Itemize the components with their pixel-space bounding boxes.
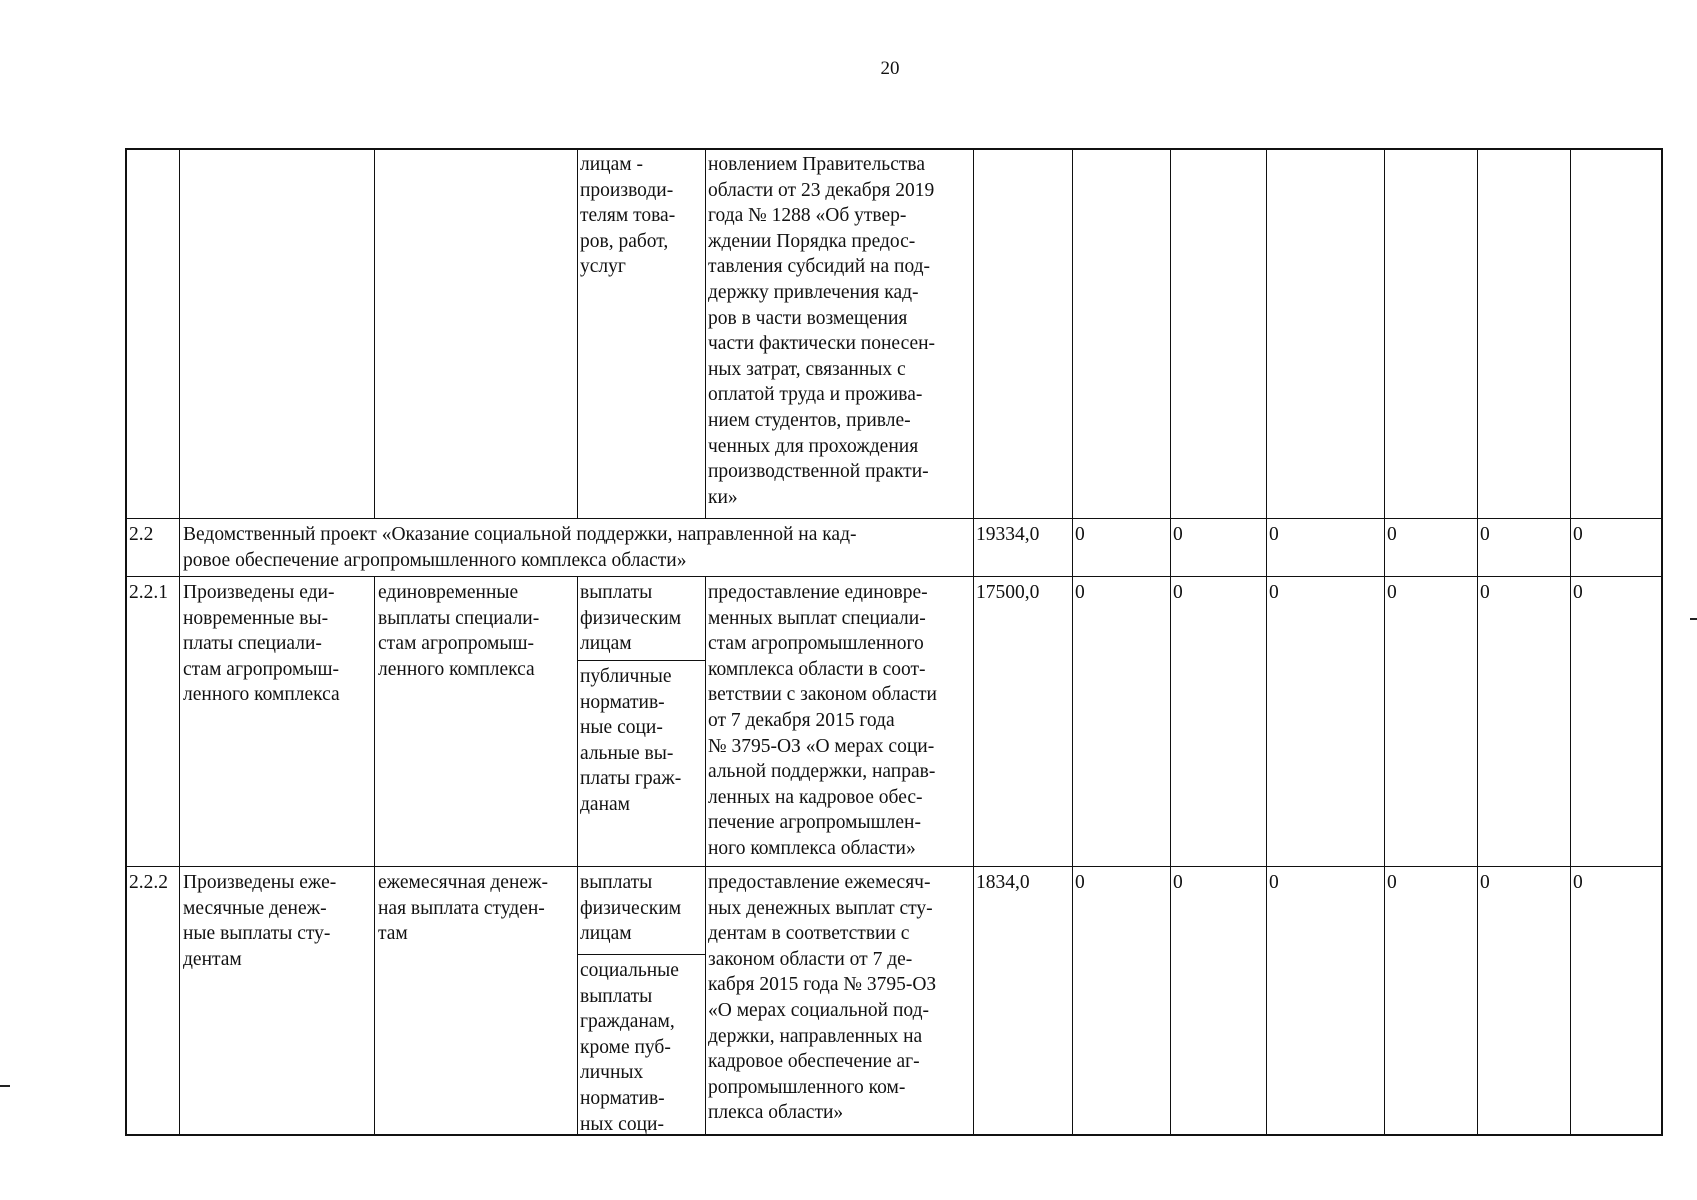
result-text: Произведены еже- месячные денеж- ные выплаты сту- дентам [183, 872, 337, 970]
continuation-recipient: лицам - производи- телям това- ров, работ, услуг [580, 154, 676, 278]
value-cell: 0 [1480, 582, 1490, 603]
result-text: Произведены еди- новременные вы- платы специали- стам агропромыш- ленного комплекса [183, 582, 340, 706]
page-number: 20 [880, 58, 900, 79]
row-divider [127, 866, 1661, 867]
col-divider [1170, 150, 1171, 1134]
measure-text: единовременные выплаты специали- стам агропромыш- ленного комплекса [378, 582, 540, 680]
cell-split [577, 660, 705, 661]
value-cell: 0 [1387, 872, 1397, 893]
cell-split [577, 954, 705, 955]
value-cell: 0 [1075, 872, 1085, 893]
col-divider [705, 576, 706, 1134]
value-cell: 0 [1173, 582, 1183, 603]
row-number: 2.2 [129, 524, 154, 545]
recipient-b: социальные выплаты гражданам, кроме пуб- личных норматив- ных соци- [580, 960, 679, 1135]
col-divider [374, 150, 375, 518]
col-divider [973, 150, 974, 1134]
col-divider [1477, 150, 1478, 1134]
amount: 1834,0 [976, 872, 1030, 893]
col-divider [179, 150, 180, 1134]
col-divider [1266, 150, 1267, 1134]
value-cell: 0 [1573, 872, 1583, 893]
col-divider [1072, 150, 1073, 1134]
col-divider [1384, 150, 1385, 1134]
recipient-a: выплаты физическим лицам [580, 872, 682, 945]
col-divider [705, 150, 706, 518]
value-cell: 0 [1387, 582, 1397, 603]
value-cell: 0 [1573, 582, 1583, 603]
value-cell: 0 [1075, 524, 1085, 545]
col-divider [1570, 150, 1571, 1134]
row-number: 2.2.2 [129, 872, 168, 893]
amount: 19334,0 [976, 524, 1040, 545]
value-cell: 0 [1173, 872, 1183, 893]
value-cell: 0 [1173, 524, 1183, 545]
basis-text: предоставление ежемесяч- ных денежных выплат сту- дентам в соответствии с законом области от 7 де- кабря 2015 года № 3795-ОЗ «О мерах социальной под- держки, направленных на кадровое обеспечение аг- ропромышленного ком- плекса области» [708, 872, 937, 1124]
continuation-basis: новлением Правительства области от 23 декабря 2019 года № 1288 «Об утвер- ждении Порядка предос- тавления субсидий на под- держку привлечения кад- ров в части возмещения части фактически понесен- ных затрат, связанных с оплатой труда и прожива- нием студентов, привле- ченных для прохождения производственной практи- ки» [708, 154, 936, 508]
basis-text: предоставление единовре- менных выплат специали- стам агропромышленного комплекса области в соот- ветствии с законом области от 7 декабря 2015 года № 3795-ОЗ «О мерах соци- альной поддержки, направ- ленных на кадровое обес- печение агропромышлен- ного комплекса области» [708, 582, 937, 859]
row-divider [127, 518, 1661, 519]
amount: 17500,0 [976, 582, 1040, 603]
value-cell: 0 [1269, 582, 1279, 603]
scan-edge-mark [0, 1085, 10, 1087]
value-cell: 0 [1387, 524, 1397, 545]
recipient-a: выплаты физическим лицам [580, 582, 682, 655]
project-title: Ведомственный проект «Оказание социальной поддержки, направленной на кад- ровое обеспечение агропромышленного комплекса области» [183, 524, 857, 571]
value-cell: 0 [1269, 872, 1279, 893]
value-cell: 0 [1480, 872, 1490, 893]
value-cell: 0 [1075, 582, 1085, 603]
value-cell: 0 [1480, 524, 1490, 545]
value-cell: 0 [1573, 524, 1583, 545]
value-cell: 0 [1269, 524, 1279, 545]
scan-edge-mark [1690, 618, 1697, 620]
col-divider [374, 576, 375, 1134]
recipient-b: публичные норматив- ные соци- альные вы- платы граж- данам [580, 666, 682, 815]
row-divider [127, 576, 1661, 577]
budget-table [125, 148, 1663, 1136]
measure-text: ежемесячная денеж- ная выплата студен- там [378, 872, 549, 945]
col-divider [577, 150, 578, 518]
row-number: 2.2.1 [129, 582, 168, 603]
